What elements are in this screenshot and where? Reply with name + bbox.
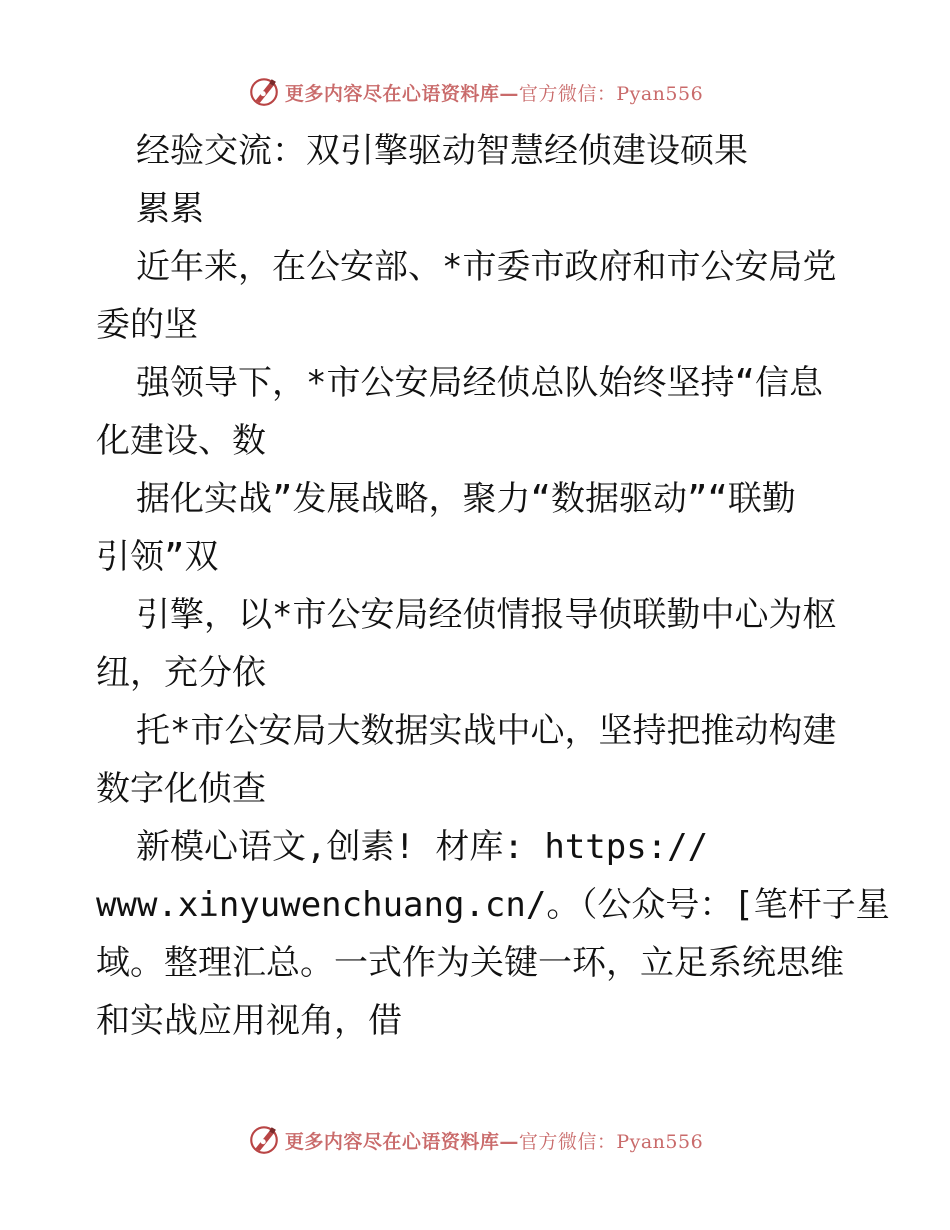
paragraph-line: 累累 — [136, 189, 204, 229]
document-body — [96, 122, 890, 1050]
pen-circle-logo-icon — [247, 1123, 281, 1157]
banner-main-text: 更多内容尽在心语资料库— — [284, 1130, 519, 1153]
paragraph-line: 新模心语文,创素! 材库: https:// — [136, 827, 709, 867]
paragraph-line: 引擎，以*市公安局经侦情报导侦联勤中心为枢 — [136, 595, 837, 635]
footer-banner — [0, 1120, 950, 1160]
paragraph-line: 引领”双 — [96, 537, 219, 577]
paragraph-line: 近年来，在公安部、*市委市政府和市公安局党 — [136, 247, 837, 287]
paragraph-line: 强领导下，*市公安局经侦总队始终坚持“信息 — [136, 363, 823, 403]
pen-circle-logo-icon — [247, 75, 281, 109]
banner-text — [285, 79, 703, 106]
header-banner — [0, 72, 950, 112]
banner-wechat-text: 官方微信：Pyan556 — [518, 1130, 704, 1153]
paragraph-line: 委的坚 — [96, 305, 198, 345]
paragraph-line: 托*市公安局大数据实战中心，坚持把推动构建 — [136, 711, 837, 751]
paragraph-line: 数字化侦查 — [96, 769, 266, 809]
paragraph-line: 和实战应用视角，借 — [96, 1001, 402, 1041]
paragraph-line: 纽，充分依 — [96, 653, 266, 693]
paragraph-line: 据化实战”发展战略，聚力“数据驱动”“联勤 — [136, 479, 796, 519]
banner-wechat-text: 官方微信：Pyan556 — [518, 82, 704, 105]
paragraph-line: 化建设、数 — [96, 421, 266, 461]
banner-text — [285, 1127, 703, 1154]
paragraph-line: 域。整理汇总。一式作为关键一环，立足系统思维 — [96, 943, 844, 983]
paragraph-line: www.xinyuwenchuang.cn/。（公众号：[笔杆子星 — [96, 885, 890, 925]
banner-main-text: 更多内容尽在心语资料库— — [284, 82, 519, 105]
paragraph-line: 经验交流：双引擎驱动智慧经侦建设硕果 — [136, 131, 748, 171]
